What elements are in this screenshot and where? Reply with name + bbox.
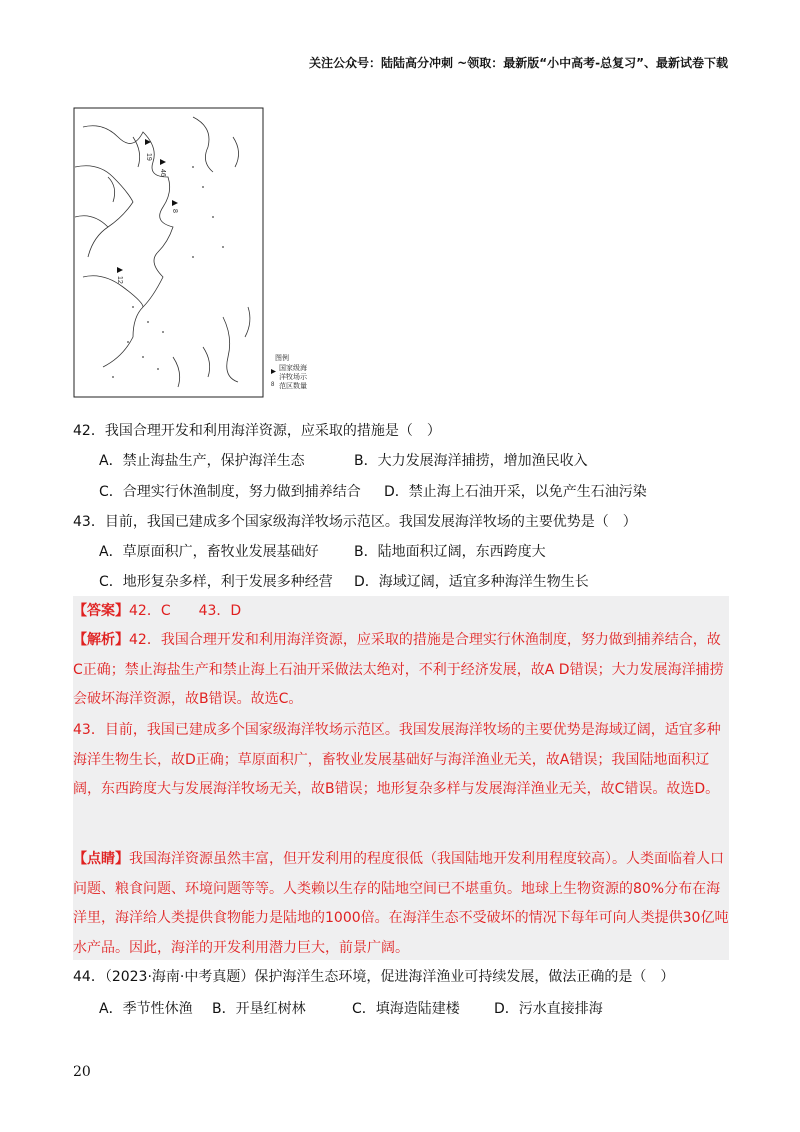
q42-option-c: C．合理实行休渔制度，努力做到捕养结合 — [99, 484, 361, 500]
answer-line — [73, 597, 729, 627]
comment-text: 我国海洋资源虽然丰富，但开发利用的程度很低（我国陆地开发利用程度较高）。人类面临着人口问题、粮食问题、环境问题等等。人类赖以生存的陆地空间已不堪重负。地球上生物资源的80%分布在海洋里，海洋给人类提供食物能力是陆地的1000倍。在海洋生态不受破坏的情况下每年可向人类提供30亿吨水产品。因此，海洋的开发利用潜力巨大，前景广阔。 — [73, 851, 729, 956]
svg-text:8: 8 — [271, 382, 275, 388]
page-header: 关注公众号：陆陆高分冲刺 ~领取：最新版“小中高考-总复习”、最新试卷下载 — [309, 56, 728, 70]
map-legend — [271, 353, 308, 390]
q42-option-d: D．禁止海上石油开采，以免产生石油污染 — [384, 484, 647, 500]
svg-text:图例: 图例 — [275, 355, 289, 362]
svg-text:范区数量: 范区数量 — [279, 383, 307, 390]
q42-option-a: A．禁止海盐生产，保护海洋生态 — [99, 453, 305, 469]
svg-text:46: 46 — [159, 169, 166, 177]
svg-text:8: 8 — [171, 209, 178, 213]
comment-block — [73, 845, 729, 963]
q44-option-b: B．开垦红树林 — [212, 1001, 306, 1017]
svg-text:国家级海: 国家级海 — [279, 365, 307, 372]
svg-text:19: 19 — [145, 153, 152, 161]
q42-option-b: B．大力发展海洋捕捞，增加渔民收入 — [354, 453, 588, 469]
svg-text:洋牧场示: 洋牧场示 — [279, 374, 307, 381]
comment-label: 【点睛】 — [73, 851, 129, 867]
q43-option-b: B．陆地面积辽阔，东西跨度大 — [354, 544, 546, 560]
analysis-42-text: 42．我国合理开发和利用海洋资源，应采取的措施是合理实行休渔制度，努力做到捕养结合，故C正确；禁止海盐生产和禁止海上石油开采做法太绝对，不利于经济发展，故A D错误；大力发展海洋捕捞会破坏海洋资源，故B错误。故选C。 — [73, 632, 724, 707]
q44-option-a: A．季节性休渔 — [99, 1001, 193, 1017]
svg-text:12: 12 — [116, 276, 123, 284]
q43-option-a: A．草原面积广，畜牧业发展基础好 — [99, 544, 319, 560]
analysis-43: 43．目前，我国已建成多个国家级海洋牧场示范区。我国发展海洋牧场的主要优势是海域辽阔，适宜多种海洋生物生长，故D正确；草原面积广，畜牧业发展基础好与海洋渔业无关，故A错误；我国陆地面积辽阔，东西跨度大与发展海洋牧场无关，故B错误；地形复杂多样与发展海洋渔业无关，故C错误。故选D。 — [73, 722, 721, 797]
analysis-42 — [73, 626, 729, 715]
marker-12 — [116, 267, 123, 284]
answer-text: 42．C 43．D — [129, 603, 242, 619]
analysis-label: 【解析】 — [73, 632, 129, 648]
china-coast-map — [73, 107, 365, 399]
question-43-stem: 43．目前，我国已建成多个国家级海洋牧场示范区。我国发展海洋牧场的主要优势是（ ） — [73, 514, 637, 530]
answer-label: 【答案】 — [73, 603, 129, 619]
q44-option-d: D．污水直接排海 — [494, 1001, 603, 1017]
q43-option-d: D．海域辽阔，适宜多种海洋生物生长 — [354, 574, 589, 590]
page-number: 20 — [73, 1064, 91, 1080]
question-44-stem: 44．（2023·海南·中考真题）保护海洋生态环境，促进海洋渔业可持续发展，做法正确的是（ ） — [73, 969, 675, 985]
question-42-stem: 42．我国合理开发和利用海洋资源，应采取的措施是（ ） — [73, 423, 441, 439]
q44-option-c: C．填海造陆建楼 — [352, 1001, 460, 1017]
q43-option-c: C．地形复杂多样，利于发展多种经营 — [99, 574, 333, 590]
